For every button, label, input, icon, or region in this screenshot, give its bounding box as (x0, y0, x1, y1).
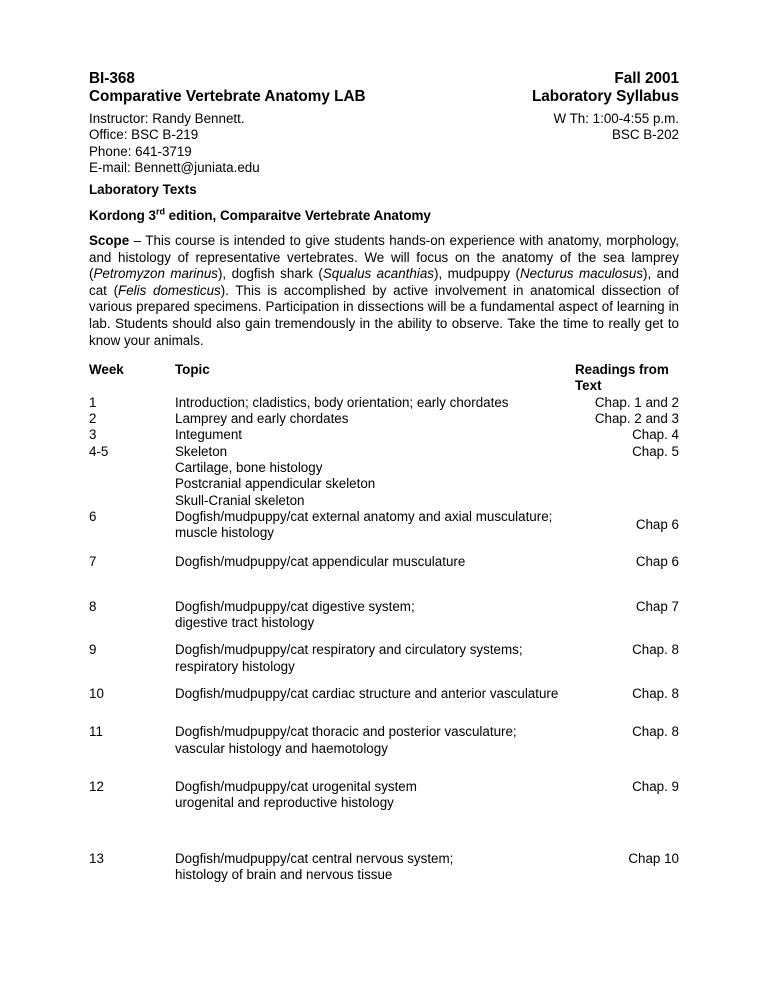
phone: Phone: 641-3719 (89, 143, 192, 159)
schedule-header-row (89, 362, 679, 395)
scope-label: Scope (89, 233, 130, 248)
scope-paragraph: Scope – This course is intended to give students hands-on experience with anatomy, morphology, and histology of representative vertebrates. We will focus on the anatomy of the sea lamprey (Petromyzon marinus), dogfish shark (Squalus acanthias), mudpuppy (Necturus maculosus), and cat (Felis domesticus). This is accomplished by active involvement in anatomical dissection of various prepared specimens. Participation in dissections will be a fundamental aspect of learning in lab. Students should also gain tremendously in the ability to observe. Take the time to really get to know your animals. (89, 233, 680, 348)
course-code: BI-368 (89, 70, 135, 87)
table-row: 13 Dogfish/mudpuppy/cat central nervous system; histology of brain and nervous tissue Chap 10 (89, 850, 679, 882)
schedule-table (89, 362, 679, 883)
email: E-mail: Bennett@juniata.edu (89, 159, 260, 175)
syllabus-page (89, 70, 679, 883)
table-row: Postcranial appendicular skeleton (175, 476, 376, 492)
office: Office: BSC B-219 (89, 127, 199, 143)
table-row: 8 Dogfish/mudpuppy/cat digestive system; digestive tract histology Chap 7 (89, 598, 679, 631)
table-row: Skull-Cranial skeleton (175, 492, 305, 508)
table-row: 10 Dogfish/mudpuppy/cat cardiac structure and anterior vasculature Chap. 8 (89, 686, 679, 702)
table-row: 6 Dogfish/mudpuppy/cat external anatomy and axial musculature; muscle histology Chap 6 (89, 508, 679, 541)
table-row: 7 Dogfish/mudpuppy/cat appendicular musculature Chap 6 (89, 553, 679, 569)
doc-type: Laboratory Syllabus (531, 88, 679, 105)
table-row: 4-5 Skeleton Chap. 5 (89, 443, 679, 459)
instructor: Instructor: Randy Bennett. (89, 111, 245, 126)
header-left (89, 70, 366, 176)
col-topic-header: Topic (175, 362, 210, 378)
meeting-schedule: W Th: 1:00-4:55 p.m. (553, 111, 679, 126)
table-row: 3 Integument Chap. 4 (89, 427, 679, 443)
textbook-title: Kordong 3rd edition, Comparaitve Vertebrate Anatomy (89, 206, 431, 223)
syllabus-header (89, 70, 679, 175)
table-row: 11 Dogfish/mudpuppy/cat thoracic and posterior vasculature; vascular histology and haemotology Chap. 8 (89, 724, 679, 756)
table-row: 9 Dogfish/mudpuppy/cat respiratory and circulatory systems; respiratory histology Chap. 8 (89, 642, 679, 674)
col-readings-header: Readings from Text (575, 362, 669, 394)
meeting-room: BSC B-202 (612, 127, 679, 143)
semester: Fall 2001 (614, 70, 679, 87)
col-week-header: Week (89, 362, 124, 378)
table-row: 1 Introduction; cladistics, body orientation; early chordates Chap. 1 and 2 (89, 394, 679, 410)
table-row: 2 Lamprey and early chordates Chap. 2 and 3 (89, 411, 679, 427)
course-title: Comparative Vertebrate Anatomy LAB (89, 88, 366, 105)
header-right (532, 70, 679, 144)
table-row: Cartilage, bone histology (175, 459, 323, 475)
texts-heading: Laboratory Texts (89, 182, 197, 197)
table-row: 12 Dogfish/mudpuppy/cat urogenital system urogenital and reproductive histology Chap. 9 (89, 778, 679, 811)
